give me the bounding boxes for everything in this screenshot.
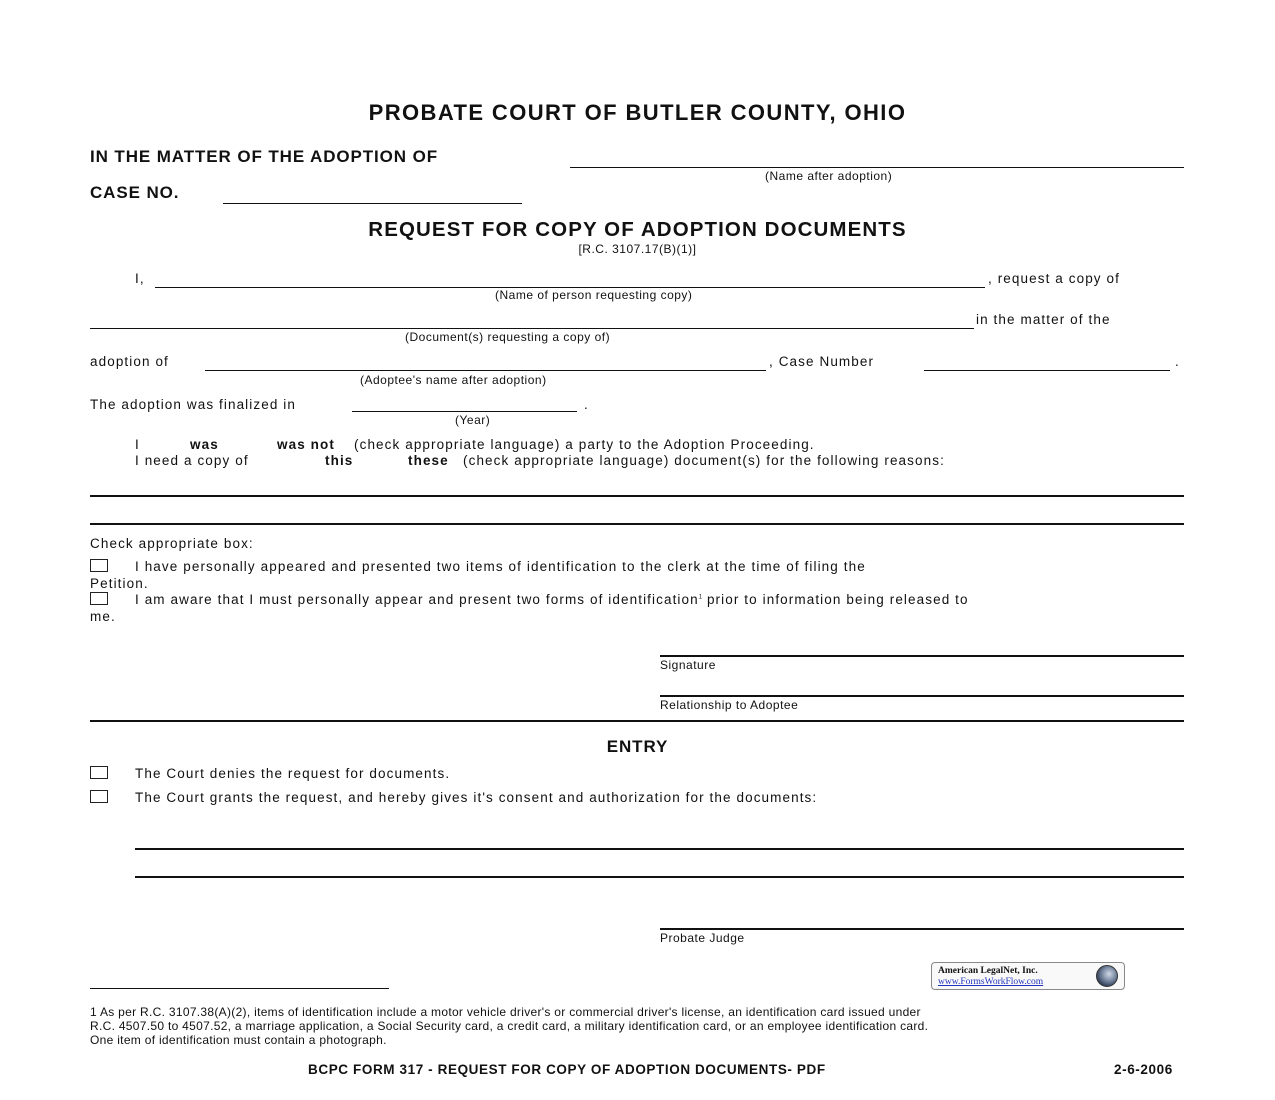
- footnote-line-1: 1 As per R.C. 3107.38(A)(2), items of identification include a motor vehicle driver's or commercial driver's license, an identification card issued under: [90, 1005, 921, 1019]
- adoption-of-label: adoption of: [90, 354, 169, 369]
- case-number-label: , Case Number: [769, 354, 875, 369]
- court-title: PROBATE COURT OF BUTLER COUNTY, OHIO: [368, 100, 907, 125]
- case-no-line: [223, 203, 522, 204]
- id-aware-text-a: I am aware that I must personally appear and present two forms of identification: [135, 592, 699, 607]
- option-these[interactable]: these: [408, 453, 449, 468]
- relationship-label: Relationship to Adoptee: [660, 698, 799, 712]
- copy-statement-prefix: I need a copy of: [135, 453, 249, 468]
- authorized-documents-field-1[interactable]: [135, 831, 1184, 849]
- globe-icon: [1096, 965, 1118, 987]
- footnote-separator: [90, 988, 389, 989]
- copy-statement-suffix: (check appropriate language) document(s) for the following reasons:: [463, 453, 945, 468]
- party-statement-suffix: (check appropriate language) a party to the Adoption Proceeding.: [354, 437, 815, 452]
- case-no-label: CASE NO.: [90, 183, 180, 202]
- logo-company-name: American LegalNet, Inc.: [938, 966, 1038, 976]
- requester-suffix: , request a copy of: [988, 271, 1120, 286]
- footnote-line-3: One item of identification must contain a photograph.: [90, 1033, 387, 1047]
- signature-line: [660, 655, 1184, 657]
- option-was[interactable]: was: [190, 437, 219, 452]
- id-aware-text-cont: me.: [90, 609, 116, 624]
- adoptee-field[interactable]: [205, 353, 766, 371]
- party-statement-prefix: I: [135, 437, 140, 452]
- id-presented-text-cont: Petition.: [90, 576, 149, 591]
- section-divider: [90, 720, 1184, 722]
- option-was-not[interactable]: was not: [277, 437, 335, 452]
- signature-label: Signature: [660, 658, 716, 672]
- reasons-line-1: [90, 495, 1184, 497]
- requester-caption: (Name of person requesting copy): [495, 288, 693, 302]
- reasons-field-1[interactable]: [90, 478, 1184, 496]
- documents-line: [90, 328, 974, 329]
- id-aware-checkbox[interactable]: [90, 592, 108, 605]
- matter-label: IN THE MATTER OF THE ADOPTION OF: [90, 147, 439, 166]
- form-footer-title: BCPC FORM 317 - REQUEST FOR COPY OF ADOPTION DOCUMENTS- PDF: [308, 1062, 826, 1077]
- form-footer-date: 2-6-2006: [1114, 1062, 1173, 1077]
- finalized-period: .: [584, 397, 589, 412]
- id-aware-text: [135, 592, 969, 607]
- signature-field[interactable]: [660, 638, 1184, 656]
- id-presented-text: I have personally appeared and presented two items of identification to the clerk at the time of filing the: [135, 559, 866, 574]
- american-legalnet-logo[interactable]: [931, 962, 1125, 990]
- adoptee-name-line: [570, 167, 1184, 168]
- court-denies-checkbox[interactable]: [90, 766, 108, 779]
- case-number-period: .: [1175, 354, 1180, 369]
- court-grants-checkbox[interactable]: [90, 790, 108, 803]
- id-presented-checkbox[interactable]: [90, 559, 108, 572]
- reasons-line-2: [90, 523, 1184, 525]
- documents-suffix: in the matter of the: [976, 312, 1111, 327]
- adoptee-caption: (Adoptee's name after adoption): [360, 373, 547, 387]
- authorized-documents-field-2[interactable]: [135, 859, 1184, 877]
- requester-prefix: I,: [135, 271, 145, 286]
- judge-signature-line: [660, 928, 1184, 930]
- name-after-adoption-caption: (Name after adoption): [765, 169, 893, 183]
- finalized-label: The adoption was finalized in: [90, 397, 297, 412]
- court-grants-text: The Court grants the request, and hereby gives it's consent and authorization for the documents:: [135, 790, 818, 805]
- footnote: [90, 1005, 1190, 1047]
- check-box-instruction: Check appropriate box:: [90, 536, 254, 551]
- id-aware-text-b: prior to information being released to: [702, 592, 969, 607]
- judge-signature-field[interactable]: [660, 911, 1184, 929]
- case-number-line: [924, 370, 1170, 371]
- probate-judge-label: Probate Judge: [660, 931, 745, 945]
- relationship-field[interactable]: [660, 678, 1184, 696]
- logo-url-link[interactable]: www.FormsWorkFlow.com: [938, 977, 1044, 987]
- reasons-field-2[interactable]: [90, 506, 1184, 524]
- case-number-field[interactable]: [924, 353, 1170, 371]
- documents-field[interactable]: [90, 311, 974, 329]
- adoptee-line: [205, 370, 766, 371]
- documents-caption: (Document(s) requesting a copy of): [405, 330, 611, 344]
- authorized-documents-line-2: [135, 876, 1184, 878]
- court-denies-text: The Court denies the request for documents.: [135, 766, 451, 781]
- case-no-field[interactable]: [223, 184, 522, 202]
- year-caption: (Year): [455, 413, 491, 427]
- requester-name-field[interactable]: [155, 270, 985, 288]
- footnote-ref: 1: [698, 594, 703, 601]
- form-title: REQUEST FOR COPY OF ADOPTION DOCUMENTS: [368, 218, 907, 241]
- statute-citation: [R.C. 3107.17(B)(1)]: [578, 242, 697, 256]
- entry-heading: ENTRY: [606, 737, 669, 756]
- adoptee-name-field[interactable]: [570, 148, 1184, 166]
- footnote-line-2: R.C. 4507.50 to 4507.52, a marriage application, a Social Security card, a credit card, a military identification card, or an employee identification card.: [90, 1019, 929, 1033]
- authorized-documents-line-1: [135, 848, 1184, 850]
- option-this[interactable]: this: [325, 453, 354, 468]
- relationship-line: [660, 695, 1184, 697]
- finalized-year-line: [352, 411, 577, 412]
